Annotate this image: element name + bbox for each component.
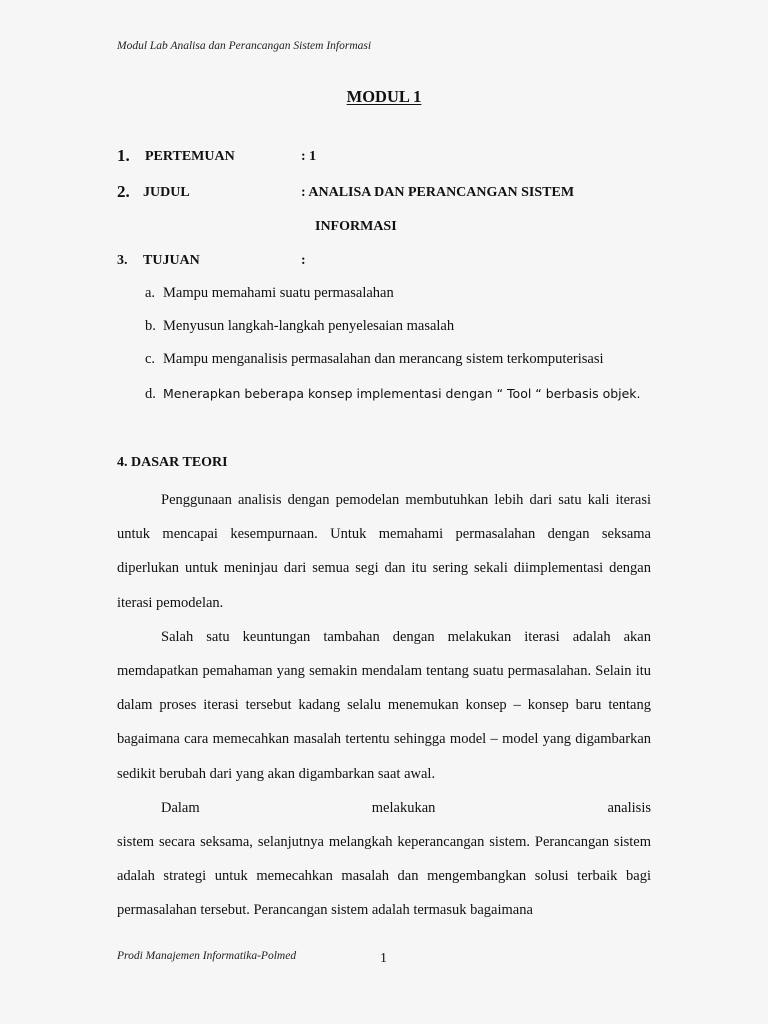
item-value-continued: INFORMASI [315, 219, 397, 234]
item-value: : ANALISA DAN PERANCANGAN SISTEM [301, 185, 575, 200]
item-label: PERTEMUAN [145, 149, 235, 164]
section-heading: 4. DASAR TEORI [117, 455, 228, 470]
paragraph: Salah satu keuntungan tambahan dengan melakukan iterasi adalah akan memdapatkan pemahaman yang semakin mendalam tentang suatu permasalahan. Selain itu dalam proses iterasi tersebut kadang selalu menemukan konsep – konsep baru tentang bagaimana cara memecahkan masalah tertentu sehingga model – model yang digambarkan sedikit berubah dari yang akan digambarkan saat awal. [117, 628, 651, 782]
goal-text: Menerapkan beberapa konsep implementasi dengan “ Tool “ berbasis objek. [163, 386, 641, 401]
goal-marker: c. [145, 351, 156, 367]
page-number: 1 [380, 951, 387, 966]
module-title [0, 87, 768, 107]
module-title-text: MODUL 1 [346, 87, 422, 106]
item-value: : 1 [301, 149, 317, 164]
running-footer: Prodi Manajemen Informatika-Polmed [117, 950, 297, 962]
goal-text: Mampu memahami suatu permasalahan [163, 285, 394, 301]
goal-marker: a. [145, 285, 156, 301]
section-body [117, 483, 651, 928]
goal-item [145, 386, 641, 403]
paragraph: Penggunaan analisis dengan pemodelan membutuhkan lebih dari satu kali iterasi untuk mencapai kesempurnaan. Untuk memahami permasalahan dengan seksama diperlukan untuk meninjau dari semua segi dan itu sering sekali diimplementasi dengan iterasi pemodelan. [117, 492, 651, 611]
goal-item [145, 318, 454, 335]
running-header: Modul Lab Analisa dan Perancangan Sistem Informasi [117, 40, 372, 52]
item-number: 1. [117, 146, 130, 165]
item-number: 2. [117, 182, 130, 201]
paragraph: Dalam melakukan analisis [161, 799, 651, 816]
goal-text: Menyusun langkah-langkah penyelesaian masalah [163, 318, 455, 334]
item-label: JUDUL [143, 185, 190, 200]
goal-item [145, 351, 604, 368]
item-value: : [301, 253, 306, 268]
goal-marker: b. [145, 318, 156, 334]
goal-text: Mampu menganalisis permasalahan dan merancang sistem terkomputerisasi [163, 351, 604, 367]
goal-item [145, 285, 394, 302]
item-number: 3. [117, 253, 128, 268]
goal-marker: d. [145, 386, 156, 402]
paragraph: sistem secara seksama, selanjutnya melangkah keperancangan sistem. Perancangan sistem adalah strategi untuk memecahkan masalah dan mengembangkan solusi terbaik bagi permasalahan tersebut. Perancangan sistem adalah termasuk bagaimana [117, 834, 651, 919]
item-label: TUJUAN [143, 253, 200, 268]
